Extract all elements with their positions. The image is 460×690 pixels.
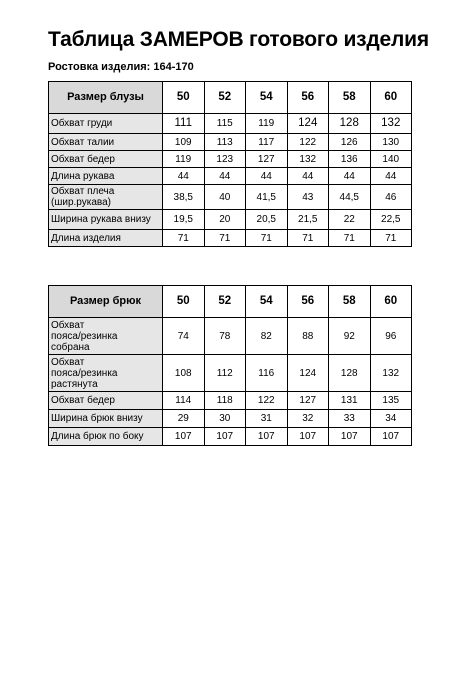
row-label: Обхват бедер	[49, 392, 163, 410]
table-cell: 21,5	[287, 210, 329, 230]
row-label: Обхват груди	[49, 114, 163, 134]
table-cell: 41,5	[246, 185, 288, 210]
table-cell: 96	[370, 318, 412, 355]
table-cell: 113	[204, 134, 246, 151]
size-header: 52	[204, 82, 246, 114]
table-cell: 107	[204, 428, 246, 446]
table-cell: 122	[287, 134, 329, 151]
table-cell: 124	[287, 114, 329, 134]
table-cell: 20,5	[246, 210, 288, 230]
table-cell: 135	[370, 392, 412, 410]
table-cell: 131	[329, 392, 371, 410]
table-cell: 107	[246, 428, 288, 446]
size-header: 60	[370, 286, 412, 318]
table-cell: 107	[329, 428, 371, 446]
table-row	[49, 134, 412, 151]
table-cell: 43	[287, 185, 329, 210]
table-cell: 32	[287, 410, 329, 428]
table-row	[49, 355, 412, 392]
table-cell: 127	[246, 151, 288, 168]
table-cell: 117	[246, 134, 288, 151]
table-cell: 40	[204, 185, 246, 210]
table-row	[49, 318, 412, 355]
row-label-line: Обхват	[51, 319, 85, 331]
table-cell: 140	[370, 151, 412, 168]
table-cell: 107	[163, 428, 205, 446]
size-header: 50	[163, 82, 205, 114]
header-label: Размер блузы	[49, 82, 163, 114]
size-header: 56	[287, 286, 329, 318]
row-label: Обхват бедер	[49, 151, 163, 168]
table-cell: 115	[204, 114, 246, 134]
table-cell: 132	[370, 114, 412, 134]
pants-measurements-table	[48, 285, 412, 446]
table-cell: 71	[163, 230, 205, 247]
size-header: 50	[163, 286, 205, 318]
table-cell: 107	[287, 428, 329, 446]
table-cell: 44	[287, 168, 329, 185]
table-cell: 44	[246, 168, 288, 185]
row-label: Ширина брюк внизу	[49, 410, 163, 428]
table-cell: 34	[370, 410, 412, 428]
table-cell: 74	[163, 318, 205, 355]
row-label-line: Обхват	[51, 356, 85, 368]
table-row	[49, 428, 412, 446]
table-cell: 114	[163, 392, 205, 410]
table-cell: 92	[329, 318, 371, 355]
table-cell: 22	[329, 210, 371, 230]
table-cell: 116	[246, 355, 288, 392]
size-header: 56	[287, 82, 329, 114]
table-cell: 126	[329, 134, 371, 151]
table-cell: 71	[370, 230, 412, 247]
table-cell: 109	[163, 134, 205, 151]
table-cell: 122	[246, 392, 288, 410]
table-cell: 119	[246, 114, 288, 134]
row-label	[49, 355, 163, 392]
table-cell: 22,5	[370, 210, 412, 230]
row-label-line: растянута	[51, 378, 98, 390]
page-title: Таблица ЗАМЕРОВ готового изделия	[48, 28, 429, 51]
table-cell: 108	[163, 355, 205, 392]
table-row	[49, 151, 412, 168]
table-row	[49, 392, 412, 410]
table-cell: 30	[204, 410, 246, 428]
table-cell: 82	[246, 318, 288, 355]
table-cell: 132	[287, 151, 329, 168]
table-cell: 44	[204, 168, 246, 185]
table-header-row	[49, 286, 412, 318]
table-cell: 130	[370, 134, 412, 151]
table-cell: 19,5	[163, 210, 205, 230]
row-label-line: Обхват плеча	[51, 186, 115, 197]
row-label	[49, 185, 163, 210]
row-label-line: (шир.рукава)	[51, 197, 111, 208]
row-label: Длина рукава	[49, 168, 163, 185]
table-cell: 38,5	[163, 185, 205, 210]
table-cell: 123	[204, 151, 246, 168]
table-cell: 31	[246, 410, 288, 428]
table-cell: 78	[204, 318, 246, 355]
table-cell: 111	[163, 114, 205, 134]
header-label: Размер брюк	[49, 286, 163, 318]
table-cell: 128	[329, 114, 371, 134]
blouse-measurements-table	[48, 81, 412, 247]
size-header: 60	[370, 82, 412, 114]
table-cell: 44,5	[329, 185, 371, 210]
row-label: Длина брюк по боку	[49, 428, 163, 446]
table-row	[49, 168, 412, 185]
table-cell: 71	[204, 230, 246, 247]
size-header: 58	[329, 82, 371, 114]
table-row	[49, 185, 412, 210]
table-row	[49, 230, 412, 247]
table-cell: 71	[287, 230, 329, 247]
table-cell: 107	[370, 428, 412, 446]
table-cell: 132	[370, 355, 412, 392]
table-cell: 112	[204, 355, 246, 392]
size-header: 54	[246, 286, 288, 318]
table-cell: 44	[329, 168, 371, 185]
table-row	[49, 410, 412, 428]
table-cell: 44	[163, 168, 205, 185]
row-label-line: пояса/резинка	[51, 367, 118, 379]
table-cell: 128	[329, 355, 371, 392]
table-cell: 118	[204, 392, 246, 410]
table-row	[49, 114, 412, 134]
row-label	[49, 318, 163, 355]
size-header: 54	[246, 82, 288, 114]
row-label: Ширина рукава внизу	[49, 210, 163, 230]
table-cell: 124	[287, 355, 329, 392]
table-cell: 29	[163, 410, 205, 428]
row-label-line: пояса/резинка	[51, 330, 118, 342]
table-cell: 20	[204, 210, 246, 230]
table-cell: 71	[246, 230, 288, 247]
table-row	[49, 210, 412, 230]
table-cell: 88	[287, 318, 329, 355]
table-header-row	[49, 82, 412, 114]
size-header: 52	[204, 286, 246, 318]
table-cell: 46	[370, 185, 412, 210]
table-cell: 119	[163, 151, 205, 168]
table-cell: 33	[329, 410, 371, 428]
size-header: 58	[329, 286, 371, 318]
table-cell: 136	[329, 151, 371, 168]
table-cell: 44	[370, 168, 412, 185]
row-label: Обхват талии	[49, 134, 163, 151]
height-range-subtitle: Ростовка изделия: 164-170	[48, 61, 194, 73]
table-cell: 71	[329, 230, 371, 247]
row-label: Длина изделия	[49, 230, 163, 247]
row-label-line: собрана	[51, 341, 90, 353]
table-cell: 127	[287, 392, 329, 410]
